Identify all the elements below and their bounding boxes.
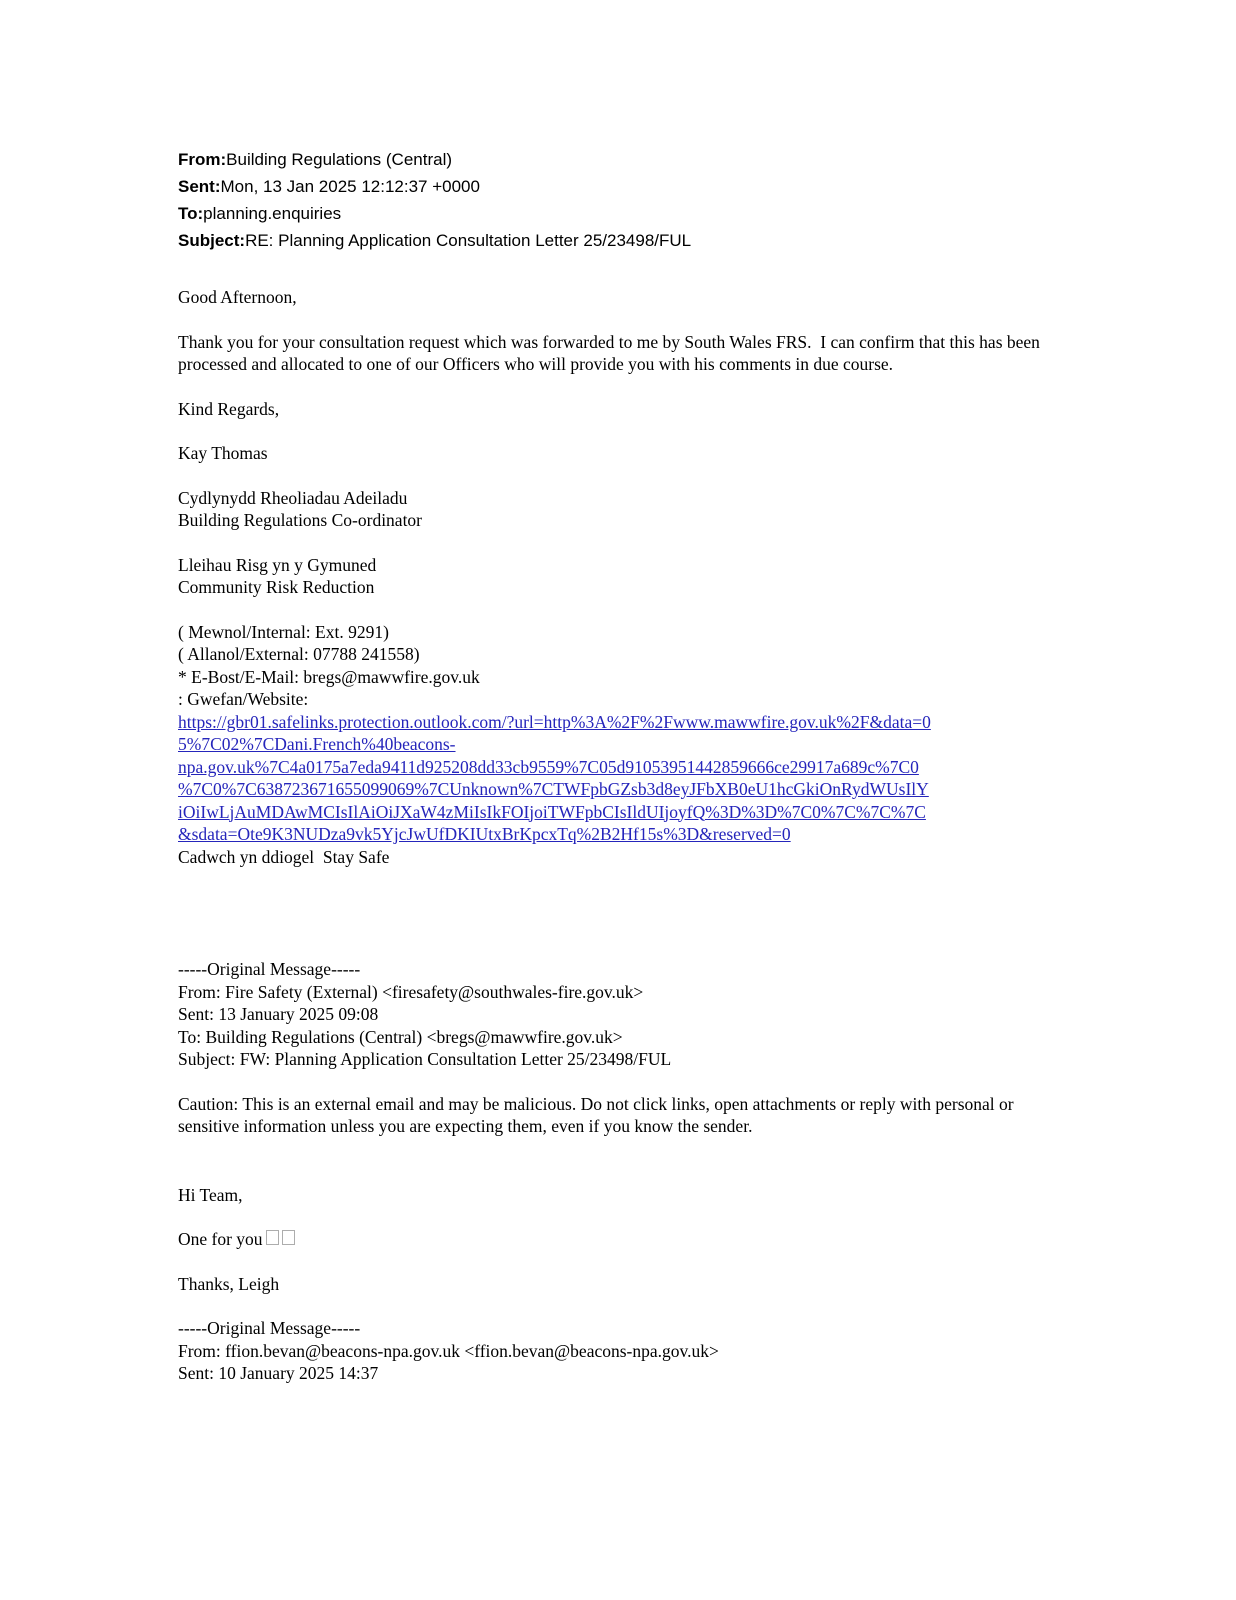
job-title-block: [178, 487, 1040, 532]
greeting: Good Afternoon,: [178, 287, 297, 307]
stay-safe-line: Cadwch yn ddiogel Stay Safe: [178, 846, 390, 867]
original-message-2-header: [178, 1317, 1040, 1385]
mail-header: [178, 146, 1040, 254]
to-label: To:: [178, 204, 204, 223]
om1-one-for-you-text: One for you: [178, 1229, 263, 1249]
url-line-1[interactable]: https://gbr01.safelinks.protection.outlook.com/?url=http%3A%2F%2Fwww.mawwfire.gov.uk%2F&data=0: [178, 711, 931, 732]
om1-subject: Subject: FW: Planning Application Consultation Letter 25/23498/FUL: [178, 1049, 672, 1069]
om1-thanks: Thanks, Leigh: [178, 1273, 280, 1294]
url-line-3[interactable]: npa.gov.uk%7C4a0175a7eda9411d925208dd33cb9559%7C05d91053951442859666ce29917a689c%7C0: [178, 756, 919, 777]
website-label: : Gwefan/Website:: [178, 689, 309, 709]
header-from-line: [178, 146, 1040, 173]
sign-off: Kind Regards,: [178, 398, 280, 419]
om2-from: From: ffion.bevan@beacons-npa.gov.uk <ffion.bevan@beacons-npa.gov.uk>: [178, 1340, 719, 1361]
missing-glyph-box: [282, 1230, 295, 1245]
to-value: planning.enquiries: [203, 204, 342, 223]
url-line-4[interactable]: %7C0%7C638723671655099069%7CUnknown%7CTWFpbGZsb3d8eyJFbXB0eU1hcGkiOnRydWUsIlY: [178, 779, 929, 799]
om1-one-for-you-line: [178, 1228, 1040, 1251]
header-to-line: [178, 200, 1040, 227]
from-value: Building Regulations (Central): [226, 150, 453, 169]
department-welsh: Lleihau Risg yn y Gymuned: [178, 554, 377, 575]
original-message-divider: -----Original Message-----: [178, 959, 361, 979]
om1-greeting: Hi Team,: [178, 1184, 243, 1205]
header-sent-line: [178, 173, 1040, 200]
url-line-5[interactable]: iOiIwLjAuMDAwMCIsIlAiOiJXaW4zMiIsIkFOIjoiTWFpbCIsIldUIjoyfQ%3D%3D%7C0%7C%7C%7C: [178, 801, 926, 822]
om2-sent: Sent: 10 January 2025 14:37: [178, 1363, 379, 1383]
url-line-6[interactable]: &sdata=Ote9K3NUDza9vk5YjcJwUfDKIUtxBrKpcxTq%2B2Hf15s%3D&reserved=0: [178, 824, 791, 844]
body-paragraph: Thank you for your consultation request which was forwarded to me by South Wales FRS. I can confirm that this has been processed and allocated to one of our Officers who will provide you with his comments in due course.: [178, 331, 1045, 374]
department-block: [178, 554, 1040, 599]
job-title-english: Building Regulations Co-ordinator: [178, 510, 423, 530]
phone-external: ( Allanol/External: 07788 241558): [178, 644, 420, 664]
sent-value: Mon, 13 Jan 2025 12:12:37 +0000: [220, 177, 480, 196]
phone-internal: ( Mewnol/Internal: Ext. 9291): [178, 621, 389, 642]
sent-label: Sent:: [178, 177, 221, 196]
original-message-1-header: [178, 958, 1040, 1071]
email-address-line: * E-Bost/E-Mail: bregs@mawwfire.gov.uk: [178, 666, 480, 687]
spacer: [178, 1071, 1040, 1093]
om1-sent: Sent: 13 January 2025 09:08: [178, 1004, 379, 1024]
job-title-welsh: Cydlynydd Rheoliadau Adeiladu: [178, 487, 408, 508]
contact-block: [178, 621, 1040, 711]
sender-name: Kay Thomas: [178, 443, 268, 463]
om1-from: From: Fire Safety (External) <firesafety@southwales-fire.gov.uk>: [178, 981, 644, 1002]
subject-label: Subject:: [178, 231, 246, 250]
from-label: From:: [178, 150, 227, 169]
original-message-divider: -----Original Message-----: [178, 1318, 361, 1338]
url-line-2[interactable]: 5%7C02%7CDani.French%40beacons-: [178, 734, 456, 754]
header-subject-line: [178, 227, 1040, 254]
spacer: [178, 1138, 1040, 1184]
spacer: [178, 868, 1040, 958]
om1-to: To: Building Regulations (Central) <bregs@mawwfire.gov.uk>: [178, 1026, 623, 1047]
caution-banner: Caution: This is an external email and may be malicious. Do not click links, open attachments or reply with personal or sensitive information unless you are expecting them, even if you know the sender.: [178, 1093, 1018, 1136]
department-english: Community Risk Reduction: [178, 577, 375, 597]
missing-glyph-box: [266, 1230, 279, 1245]
safelinks-url-link[interactable]: [178, 711, 1040, 846]
subject-value: RE: Planning Application Consultation Letter 25/23498/FUL: [245, 231, 692, 250]
